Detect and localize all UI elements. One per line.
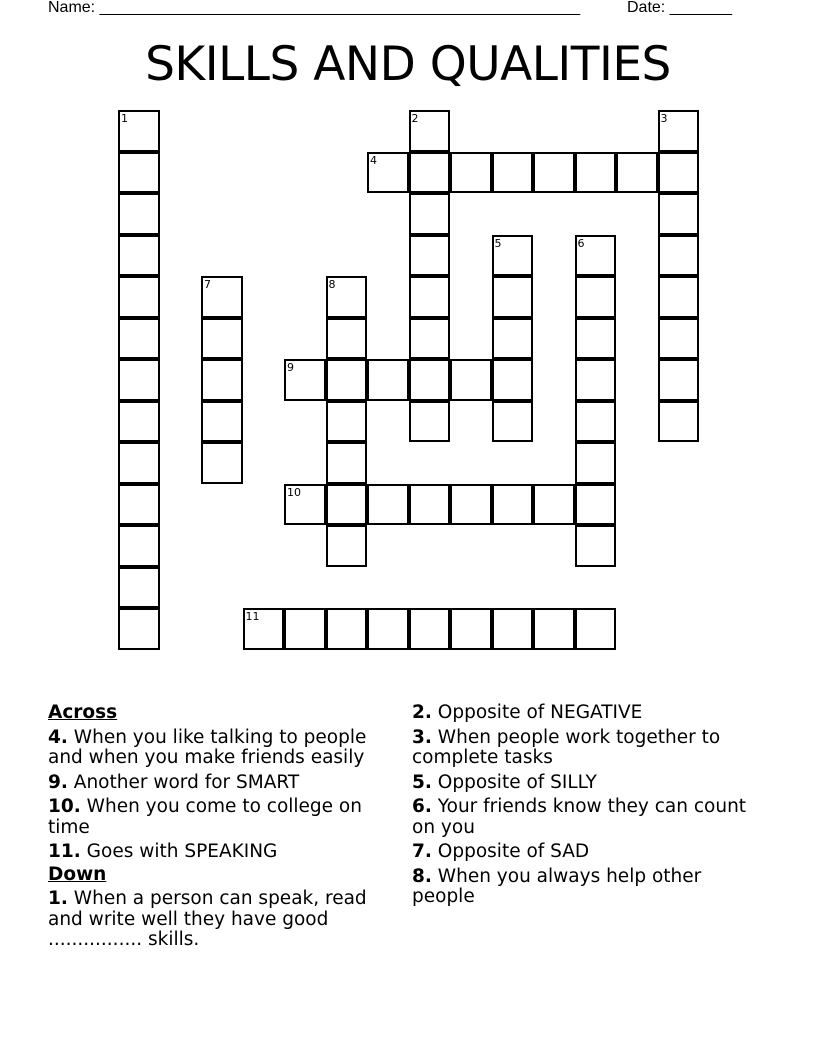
- clue-number-label: 2: [411, 112, 419, 125]
- clue-number: 6.: [412, 796, 432, 817]
- crossword-cell[interactable]: [492, 318, 534, 360]
- crossword-cell[interactable]: [367, 484, 409, 526]
- crossword-cell[interactable]: [201, 401, 243, 443]
- crossword-cell[interactable]: [575, 401, 617, 443]
- crossword-cell[interactable]: [367, 359, 409, 401]
- crossword-cell[interactable]: [409, 152, 451, 194]
- clue-number-label: 9: [287, 361, 294, 374]
- crossword-cell[interactable]: [492, 359, 534, 401]
- clue-down-3: [412, 728, 762, 769]
- clue-text: When you like talking to people and when you make friends easily: [48, 726, 367, 768]
- crossword-cell[interactable]: [118, 276, 160, 318]
- crossword-cell[interactable]: [118, 484, 160, 526]
- crossword-cell[interactable]: [575, 318, 617, 360]
- clue-down-5: [412, 773, 762, 794]
- crossword-cell[interactable]: [326, 608, 368, 650]
- crossword-cell[interactable]: [575, 608, 617, 650]
- clue-text: Your friends know they can count on you: [412, 796, 747, 838]
- clue-number-label: 1: [121, 112, 128, 125]
- crossword-cell[interactable]: [409, 401, 451, 443]
- clue-number: 11.: [48, 841, 81, 862]
- crossword-cell[interactable]: [409, 193, 451, 235]
- crossword-cell[interactable]: [118, 567, 160, 609]
- crossword-cell[interactable]: [492, 152, 534, 194]
- clue-number: 9.: [48, 771, 68, 793]
- crossword-cell[interactable]: [658, 318, 700, 360]
- crossword-cell[interactable]: [492, 484, 534, 526]
- crossword-cell[interactable]: [118, 359, 160, 401]
- crossword-cell[interactable]: [658, 401, 700, 443]
- clue-text: When a person can speak, read and write well they have good ................ skills.: [48, 888, 367, 950]
- clue-down-7: [412, 842, 762, 863]
- crossword-cell[interactable]: [326, 484, 368, 526]
- crossword-cell[interactable]: [118, 525, 160, 567]
- clues-column-right: [412, 702, 762, 912]
- date-field-label: Date: _______: [627, 0, 732, 16]
- clue-text: When people work together to complete tasks: [412, 726, 721, 768]
- clue-number-label: 11: [245, 610, 260, 623]
- clue-across-11: [48, 842, 393, 863]
- clue-across-10: [48, 797, 393, 838]
- crossword-cell[interactable]: [201, 442, 243, 484]
- clue-text: Goes with SPEAKING: [86, 841, 278, 862]
- across-heading: Across: [48, 702, 118, 723]
- crossword-cell[interactable]: [118, 318, 160, 360]
- crossword-cell[interactable]: [658, 359, 700, 401]
- clue-number: 3.: [412, 726, 432, 748]
- crossword-cell[interactable]: [492, 276, 534, 318]
- clue-number: 4.: [48, 726, 68, 748]
- crossword-cell[interactable]: [658, 152, 700, 194]
- clue-number: 2.: [412, 702, 432, 723]
- crossword-cell[interactable]: [492, 235, 534, 277]
- clue-number: 1.: [48, 888, 68, 909]
- clue-text: Another word for SMART: [73, 771, 300, 793]
- clue-number-label: 10: [287, 485, 301, 499]
- crossword-cell[interactable]: [326, 442, 368, 484]
- crossword-cell[interactable]: [409, 110, 451, 152]
- clue-down-1: [48, 889, 393, 951]
- crossword-cell[interactable]: [326, 318, 368, 360]
- crossword-cell[interactable]: [533, 608, 575, 650]
- crossword-cell[interactable]: [658, 235, 700, 277]
- clue-across-4: [48, 728, 393, 769]
- crossword-cell[interactable]: [658, 110, 700, 152]
- clue-text: Opposite of SILLY: [437, 771, 597, 793]
- clue-number: 8.: [412, 865, 432, 887]
- clue-across-9: [48, 773, 393, 794]
- crossword-cell[interactable]: [450, 484, 492, 526]
- crossword-cell[interactable]: [284, 484, 326, 526]
- crossword-cell[interactable]: [367, 608, 409, 650]
- crossword-cell[interactable]: [575, 276, 617, 318]
- clue-number-label: 8: [328, 278, 336, 291]
- clue-number-label: 6: [577, 236, 585, 250]
- clue-down-8: [412, 867, 762, 908]
- crossword-cell[interactable]: [409, 235, 451, 277]
- crossword-cell[interactable]: [118, 235, 160, 277]
- clue-number: 10.: [48, 796, 81, 817]
- clue-down-2: [412, 703, 762, 724]
- page-title: SKILLS AND QUALITIES: [145, 37, 671, 92]
- crossword-cell[interactable]: [658, 276, 700, 318]
- crossword-cell[interactable]: [409, 276, 451, 318]
- crossword-cell[interactable]: [201, 318, 243, 360]
- crossword-cell[interactable]: [450, 359, 492, 401]
- crossword-cell[interactable]: [658, 193, 700, 235]
- crossword-cell[interactable]: [326, 525, 368, 567]
- crossword-cell[interactable]: [201, 359, 243, 401]
- crossword-cell[interactable]: [575, 525, 617, 567]
- crossword-cell[interactable]: [492, 608, 534, 650]
- clue-number: 5.: [412, 771, 432, 793]
- crossword-cell[interactable]: [367, 152, 409, 194]
- crossword-cell[interactable]: [284, 359, 326, 401]
- crossword-cell[interactable]: [575, 152, 617, 194]
- crossword-cell[interactable]: [118, 608, 160, 650]
- crossword-cell[interactable]: [409, 359, 451, 401]
- crossword-cell[interactable]: [409, 608, 451, 650]
- crossword-cell[interactable]: [575, 442, 617, 484]
- crossword-cell[interactable]: [243, 608, 285, 650]
- clue-number-label: 4: [370, 153, 377, 167]
- crossword-cell[interactable]: [118, 110, 160, 152]
- name-field-label: Name: ______________________________________________________: [48, 0, 581, 16]
- crossword-cell[interactable]: [201, 276, 243, 318]
- clue-text: Opposite of NEGATIVE: [437, 702, 643, 723]
- crossword-cell[interactable]: [284, 608, 326, 650]
- crossword-cell[interactable]: [575, 359, 617, 401]
- crossword-cell[interactable]: [118, 193, 160, 235]
- crossword-cell[interactable]: [118, 152, 160, 194]
- clue-text: When you come to college on time: [48, 796, 362, 838]
- crossword-cell[interactable]: [118, 401, 160, 443]
- crossword-cell[interactable]: [409, 484, 451, 526]
- crossword-cell[interactable]: [616, 152, 658, 194]
- crossword-cell[interactable]: [409, 318, 451, 360]
- crossword-cell[interactable]: [575, 235, 617, 277]
- crossword-cell[interactable]: [326, 401, 368, 443]
- clue-number-label: 7: [204, 278, 211, 291]
- crossword-cell[interactable]: [533, 152, 575, 194]
- clue-number-label: 3: [660, 112, 668, 125]
- clue-text: Opposite of SAD: [437, 841, 590, 862]
- down-heading: Down: [48, 863, 107, 885]
- crossword-cell[interactable]: [326, 276, 368, 318]
- crossword-cell[interactable]: [575, 484, 617, 526]
- crossword-cell[interactable]: [492, 401, 534, 443]
- clue-down-6: [412, 797, 762, 838]
- crossword-cell[interactable]: [533, 484, 575, 526]
- clues-column-left: [48, 702, 393, 955]
- clue-number: 7.: [412, 841, 432, 862]
- crossword-cell[interactable]: [450, 608, 492, 650]
- crossword-cell[interactable]: [450, 152, 492, 194]
- clue-number-label: 5: [494, 236, 502, 250]
- crossword-cell[interactable]: [326, 359, 368, 401]
- crossword-cell[interactable]: [118, 442, 160, 484]
- clue-text: When you always help other people: [412, 865, 702, 907]
